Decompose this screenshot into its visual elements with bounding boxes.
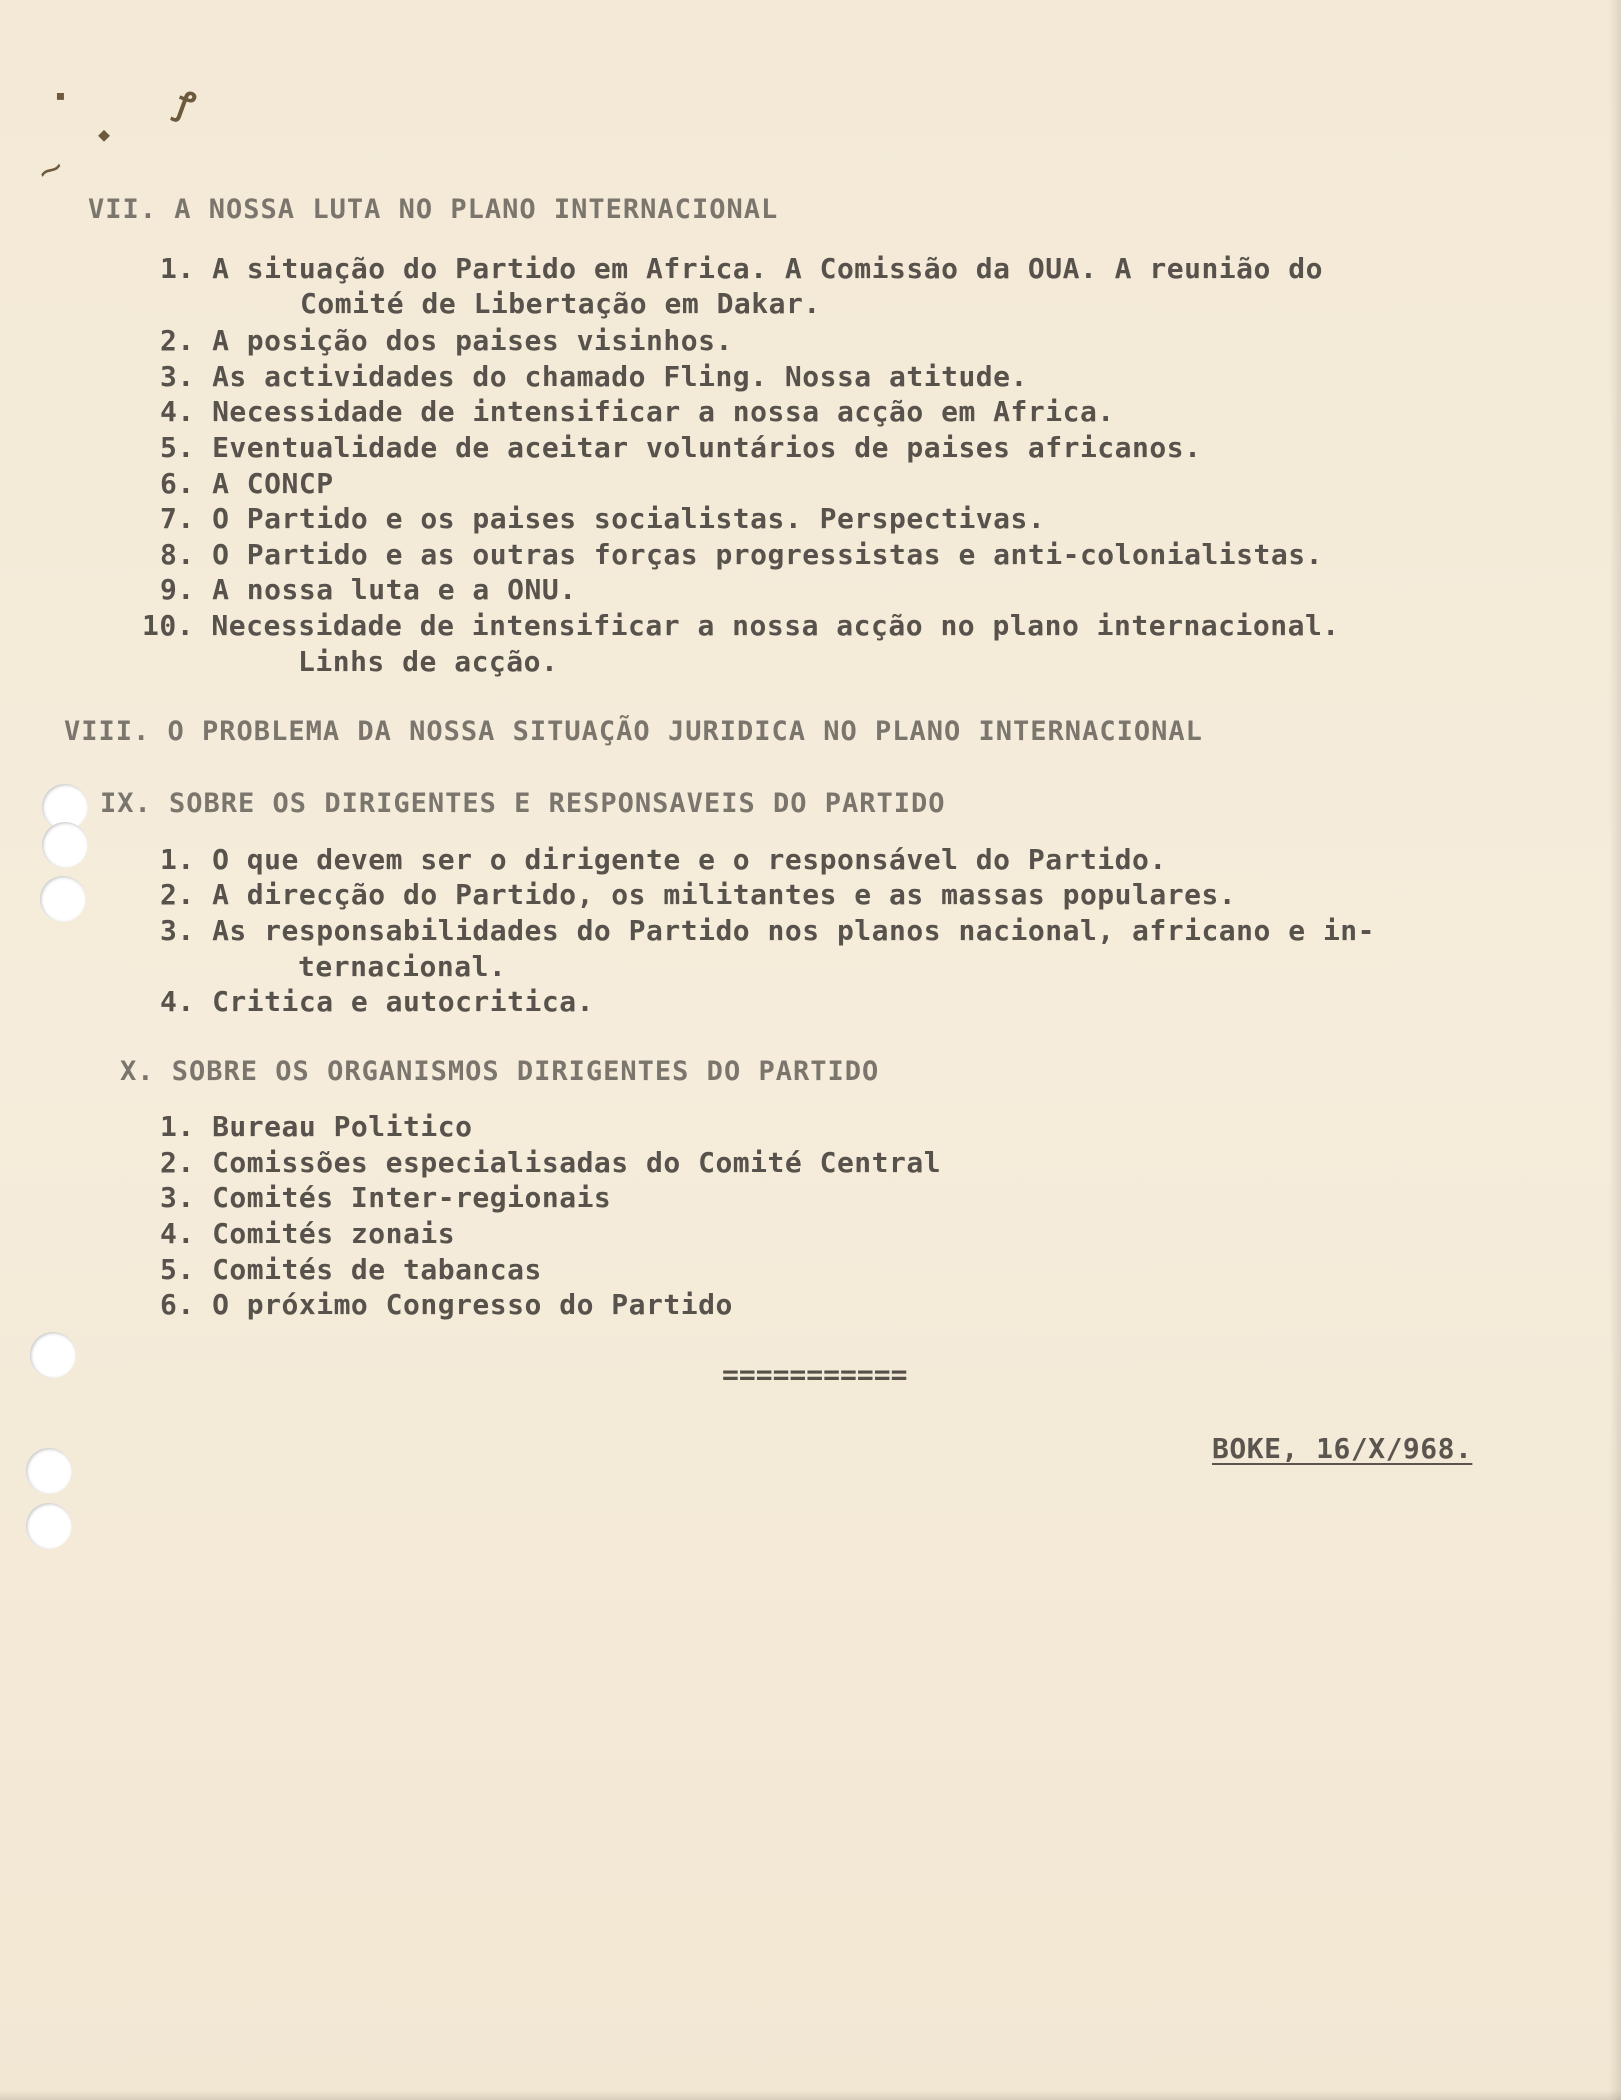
section-viii-heading: VIII. O PROBLEMA DA NOSSA SITUAÇÃO JURIDICA NO PLANO INTERNACIONAL: [64, 716, 1203, 747]
list-item: 1. O que devem ser o dirigente e o responsável do Partido.: [160, 843, 1167, 876]
list-item: 5. Eventualidade de aceitar voluntários de paises africanos.: [160, 431, 1202, 464]
list-item: 9. A nossa luta e a ONU.: [160, 573, 577, 606]
section-vii-heading: VII. A NOSSA LUTA NO PLANO INTERNACIONAL: [88, 194, 779, 225]
list-item: 10. Necessidade de intensificar a nossa acção no plano internacional.: [142, 609, 1340, 642]
ink-stain: ▪: [55, 85, 67, 106]
list-item: 4. Necessidade de intensificar a nossa acção em Africa.: [160, 395, 1115, 428]
list-item: 5. Comités de tabancas: [160, 1253, 542, 1286]
list-item: 1. Bureau Politico: [160, 1110, 473, 1143]
punch-hole: [26, 1448, 72, 1494]
list-item-continuation: Comité de Libertação em Dakar.: [300, 287, 821, 320]
page-edge-shadow: [1609, 0, 1621, 2100]
list-item: 3. As actividades do chamado Fling. Nossa atitude.: [160, 360, 1028, 393]
section-divider: ===========: [722, 1358, 908, 1391]
punch-hole: [30, 1332, 76, 1378]
list-item: 1. A situação do Partido em Africa. A Comissão da OUA. A reunião do: [160, 252, 1323, 285]
section-x-heading: X. SOBRE OS ORGANISMOS DIRIGENTES DO PARTIDO: [120, 1056, 880, 1087]
list-item: 8. O Partido e as outras forças progressistas e anti-colonialistas.: [160, 538, 1323, 571]
list-item: 2. A posição dos paises visinhos.: [160, 324, 733, 357]
list-item: 6. A CONCP: [160, 467, 334, 500]
list-item: 3. As responsabilidades do Partido nos planos nacional, africano e in-: [160, 914, 1376, 947]
list-item: 4. Comités zonais: [160, 1217, 456, 1250]
list-item: 4. Critica e autocritica.: [160, 985, 594, 1018]
list-item: 6. O próximo Congresso do Partido: [160, 1288, 733, 1321]
document-date: BOKE, 16/X/968.: [1212, 1432, 1473, 1465]
punch-hole: [42, 822, 88, 868]
ink-stain: ◆: [98, 122, 111, 146]
ink-stain: ꝭ: [170, 83, 201, 127]
section-ix-heading: IX. SOBRE OS DIRIGENTES E RESPONSAVEIS DO PARTIDO: [100, 788, 946, 819]
list-item: 7. O Partido e os paises socialistas. Perspectivas.: [160, 502, 1046, 535]
list-item-continuation: Linhs de acção.: [298, 645, 559, 678]
ink-stain: ⁓: [35, 154, 67, 187]
list-item: 3. Comités Inter-regionais: [160, 1181, 612, 1214]
list-item: 2. Comissões especialisadas do Comité Central: [160, 1146, 942, 1179]
list-item: 2. A direcção do Partido, os militantes e as massas populares.: [160, 878, 1237, 911]
punch-hole: [40, 876, 86, 922]
page-bottom-shadow: [0, 2090, 1621, 2100]
list-item-continuation: ternacional.: [298, 950, 507, 983]
punch-hole: [26, 1503, 72, 1549]
